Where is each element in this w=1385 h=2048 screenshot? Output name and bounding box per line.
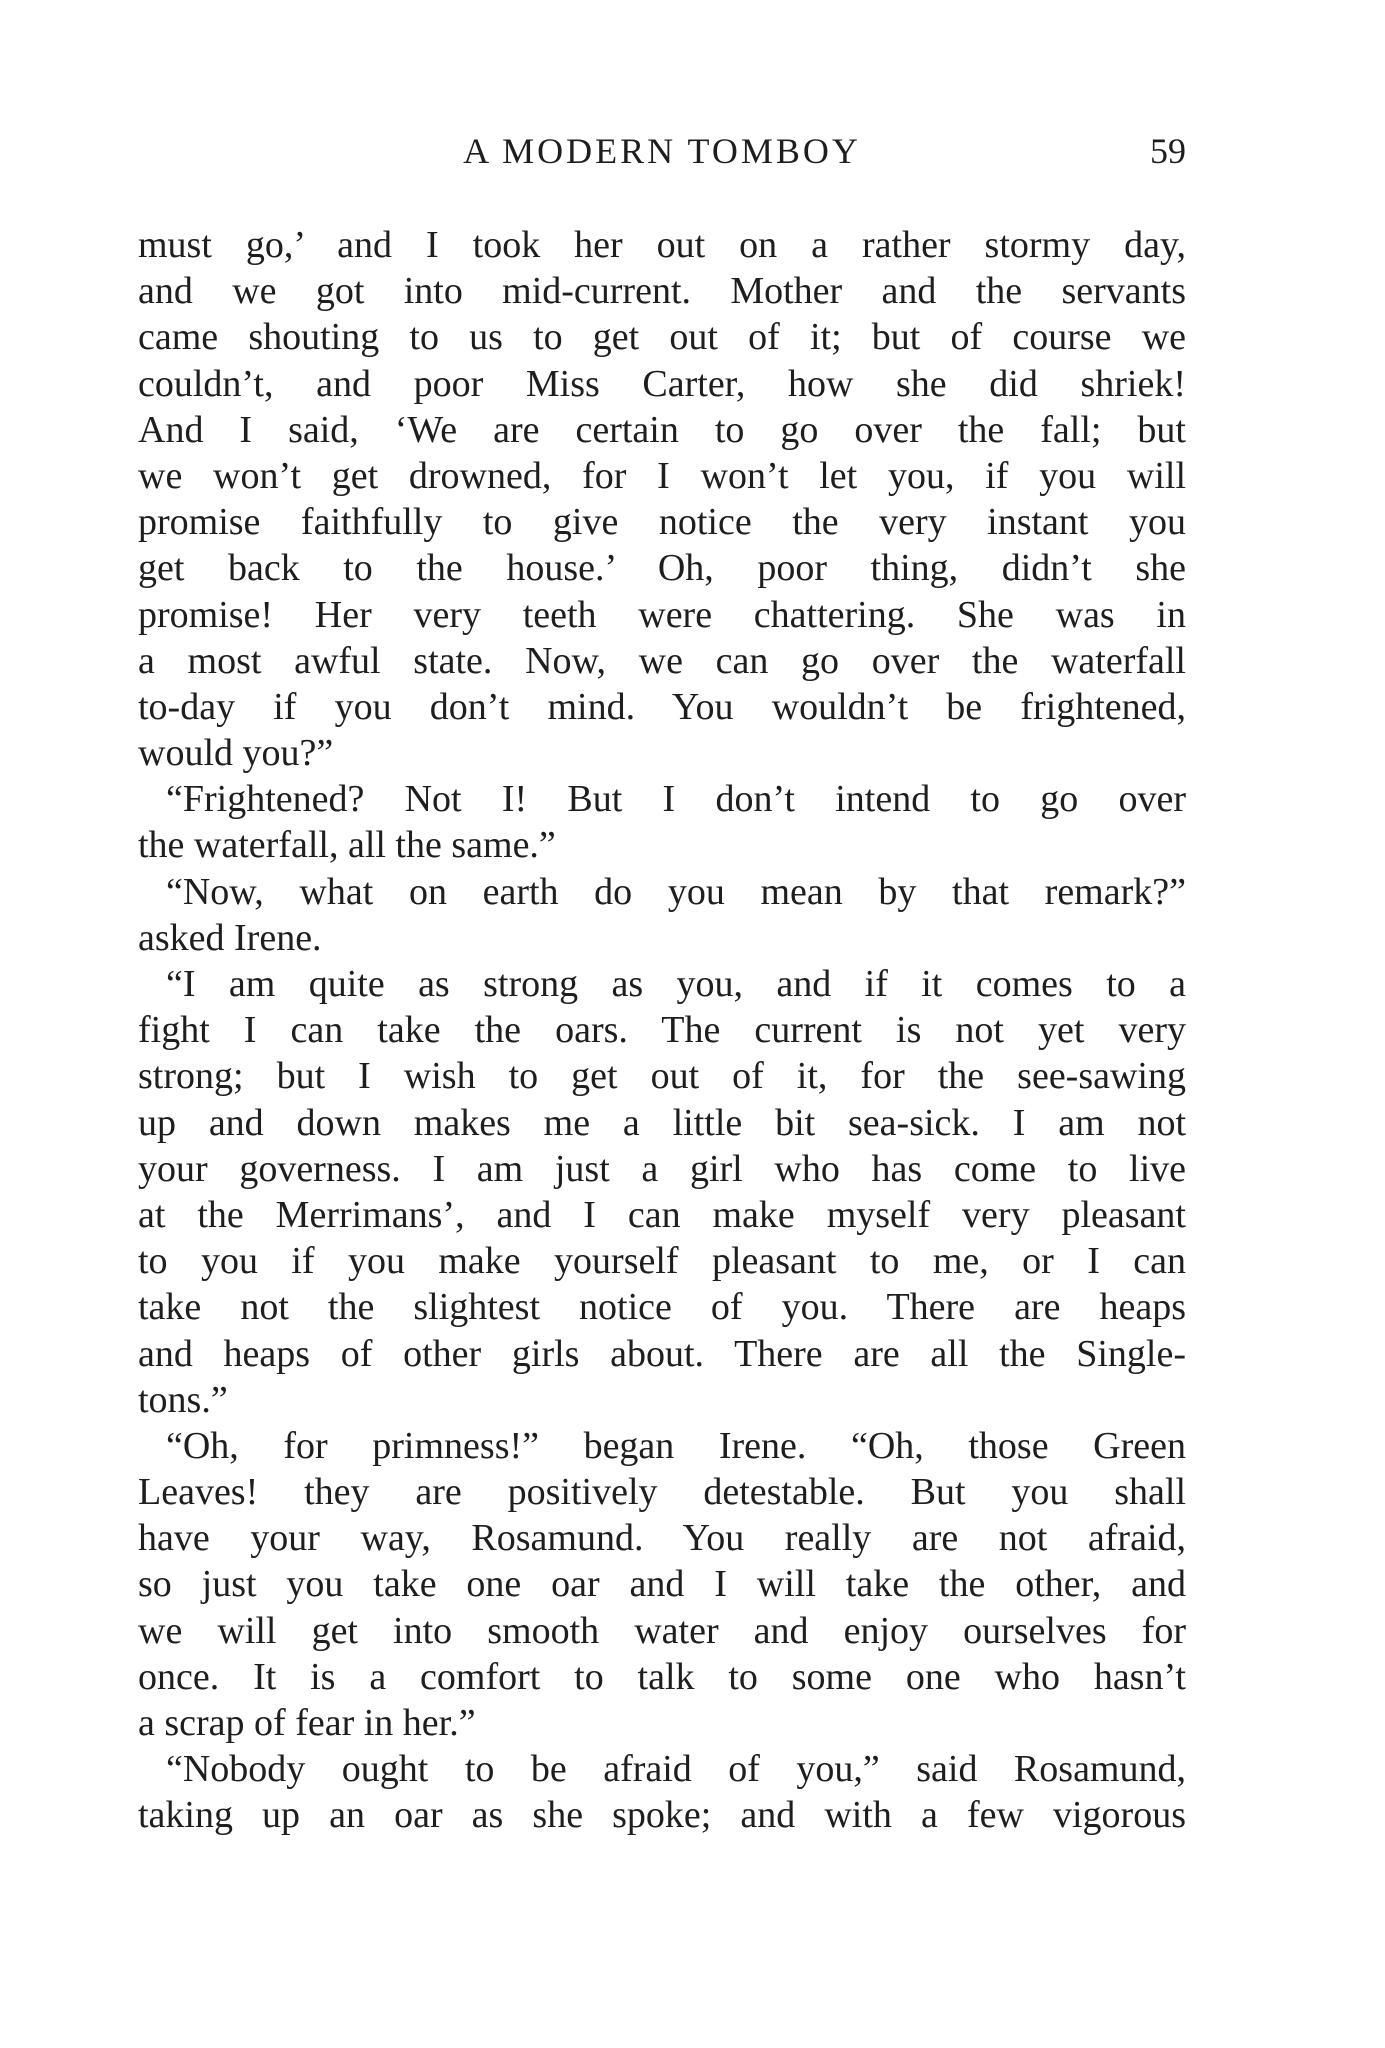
text-line: asked Irene. <box>138 916 322 959</box>
text-line: would you?” <box>138 732 334 775</box>
text-line: up and down makes me a little bit sea-sick. I am not <box>138 1101 1186 1144</box>
text-line: “I am quite as strong as you, and if it comes to a <box>166 963 1186 1005</box>
page-number: 59 <box>1150 131 1186 171</box>
text-line: at the Merrimans’, and I can make myself very pleasant <box>138 1193 1186 1236</box>
text-line: “Nobody ought to be afraid of you,” said Rosamund, <box>166 1748 1186 1791</box>
text-line: “Frightened? Not I! But I don’t intend to go over <box>166 778 1186 821</box>
text-line: to-day if you don’t mind. You wouldn’t be frightened, <box>138 685 1186 728</box>
text-line: so just you take one oar and I will take the other, and <box>138 1563 1186 1606</box>
text-line: strong; but I wish to get out of it, for the see-sawing <box>138 1055 1186 1098</box>
text-line: the waterfall, all the same.” <box>138 824 556 867</box>
text-line: promise faithfully to give notice the very instant you <box>138 501 1186 544</box>
text-line: your governess. I am just a girl who has come to live <box>138 1147 1186 1190</box>
running-title: A MODERN TOMBOY <box>463 131 861 171</box>
page-header <box>138 126 1186 176</box>
text-line: Leaves! they are positively detestable. But you shall <box>138 1471 1186 1514</box>
text-line: promise! Her very teeth were chattering. She was in <box>138 593 1186 636</box>
text-line: “Now, what on earth do you mean by that remark?” <box>166 870 1186 913</box>
text-line: to you if you make yourself pleasant to me, or I can <box>138 1240 1186 1283</box>
text-line: And I said, ‘We are certain to go over the fall; but <box>138 408 1186 451</box>
text-line: a scrap of fear in her.” <box>138 1702 476 1744</box>
text-line: we will get into smooth water and enjoy ourselves for <box>138 1609 1186 1652</box>
text-line: we won’t get drowned, for I won’t let you, if you will <box>138 454 1186 497</box>
text-line: take not the slightest notice of you. There are heaps <box>138 1286 1186 1329</box>
text-line: must go,’ and I took her out on a rather stormy day, <box>138 224 1186 266</box>
text-line: came shouting to us to get out of it; but of course we <box>138 316 1186 359</box>
body-text <box>138 222 1186 1839</box>
text-line: taking up an oar as she spoke; and with a few vigorous <box>138 1794 1186 1837</box>
text-line: and we got into mid-current. Mother and the servants <box>138 270 1186 313</box>
text-line: get back to the house.’ Oh, poor thing, didn’t she <box>138 547 1186 590</box>
text-line: have your way, Rosamund. You really are not afraid, <box>138 1517 1186 1560</box>
text-line: “Oh, for primness!” began Irene. “Oh, those Green <box>166 1424 1186 1467</box>
text-line: couldn’t, and poor Miss Carter, how she did shriek! <box>138 362 1186 405</box>
text-line: tons.” <box>138 1378 228 1421</box>
text-line: fight I can take the oars. The current is not yet very <box>138 1009 1186 1052</box>
text-line: once. It is a comfort to talk to some one who hasn’t <box>138 1655 1186 1698</box>
text-line: and heaps of other girls about. There are all the Single- <box>138 1332 1186 1375</box>
text-line: a most awful state. Now, we can go over the waterfall <box>138 639 1186 682</box>
